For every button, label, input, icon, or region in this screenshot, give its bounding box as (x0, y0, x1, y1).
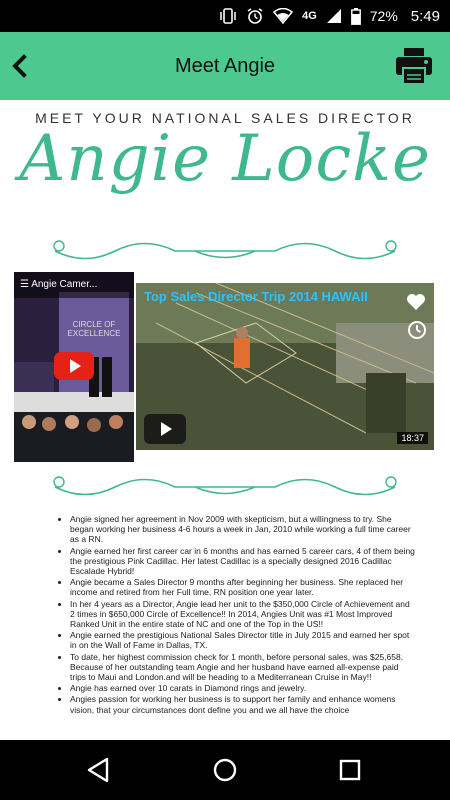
bio-item: • Angies passion for working her business is to support her family and enhance womens vision, that your circumstances dont define you and we all have the choice (70, 694, 416, 714)
video-title-left (14, 272, 134, 298)
bio-item: • In her 4 years as a Director, Angie lead her unit to the $350,000 Circle of Achievement and 2 times in $650,000 Circle of Excellence!! In 2014, Angies Unit was #1 Most Improved Ranked Unit in the entire state of NC and one of the Top in the US!! (70, 599, 416, 630)
video-player-left[interactable] (14, 272, 134, 462)
bio-item: • Angie earned the prestigious National Sales Director title in July 2015 and earned her spot in on the Wall of Fame in Dallas, TX. (70, 630, 416, 650)
video-title-left-text: Angie Camer... (31, 279, 98, 290)
battery-percent: 72% (369, 8, 398, 24)
header-name: Angie Locke (19, 122, 431, 196)
content-area[interactable] (0, 100, 450, 740)
bio-item: • Angie earned her first career car in 6 months and has earned 5 career cars, 4 of them being the prestigious Pink Cadillac. Her latest Cadillac is a specially designed 2016 Cadillac Escalade Hybrid! (70, 546, 416, 577)
status-icons (219, 0, 440, 32)
bio-list (58, 514, 416, 716)
divider-flourish-top (45, 236, 405, 266)
play-icon (70, 359, 81, 373)
video-stage-text: CIRCLE OF EXCELLENCE (67, 320, 121, 338)
nav-recents-icon[interactable] (335, 755, 365, 785)
app-bar (0, 32, 450, 100)
clock-time: 5:49 (410, 7, 440, 25)
signal-icon (326, 8, 342, 24)
bio-item: • Angie became a Sales Director 9 months after beginning her business. She replaced her income and retired from her Full time, RN position one year later. (70, 577, 416, 597)
back-button[interactable] (2, 46, 38, 86)
heart-icon[interactable] (406, 293, 426, 311)
bio-item: • To date, her highest commission check for 1 month, before personal sales, was $25,658. Because of her outstanding team Angie and her husband have earned all-expense paid trips to Maui and London.and will be heading to a Mediterranean Cruise in May!! (70, 652, 416, 683)
vibrate-icon (219, 7, 237, 25)
video-title-right: Top Sales Director Trip 2014 HAWAII (144, 289, 368, 304)
play-button-left[interactable] (54, 352, 94, 380)
play-icon (161, 422, 172, 436)
play-button-right[interactable] (144, 414, 186, 444)
bio-item: • Angie signed her agreement in Nov 2009 with skepticism, but a willingness to try. She began working her business 4-6 hours a week in Jan, 2010 while working a full time career as a RN. (70, 514, 416, 545)
nav-home-icon[interactable] (210, 755, 240, 785)
battery-icon (351, 8, 361, 25)
back-arrow-icon (10, 54, 30, 78)
print-button[interactable] (394, 46, 434, 86)
video-player-right[interactable] (136, 283, 434, 450)
navigation-bar (0, 740, 450, 800)
wifi-icon (273, 8, 293, 24)
nav-back-icon[interactable] (85, 755, 115, 785)
video-duration: 18:37 (397, 432, 428, 444)
page-title: Meet Angie (174, 55, 276, 77)
network-type: 4G (302, 10, 317, 22)
header-subtitle: MEET YOUR NATIONAL SALES DIRECTOR (35, 110, 415, 126)
watch-later-icon[interactable] (407, 320, 427, 340)
status-bar (0, 0, 450, 32)
alarm-icon (246, 7, 264, 25)
divider-flourish-bottom (45, 472, 405, 502)
bio-item: • Angie has earned over 10 carats in Diamond rings and jewelry. (70, 683, 416, 693)
printer-icon (394, 46, 434, 86)
menu-icon: ☰ (20, 279, 32, 290)
